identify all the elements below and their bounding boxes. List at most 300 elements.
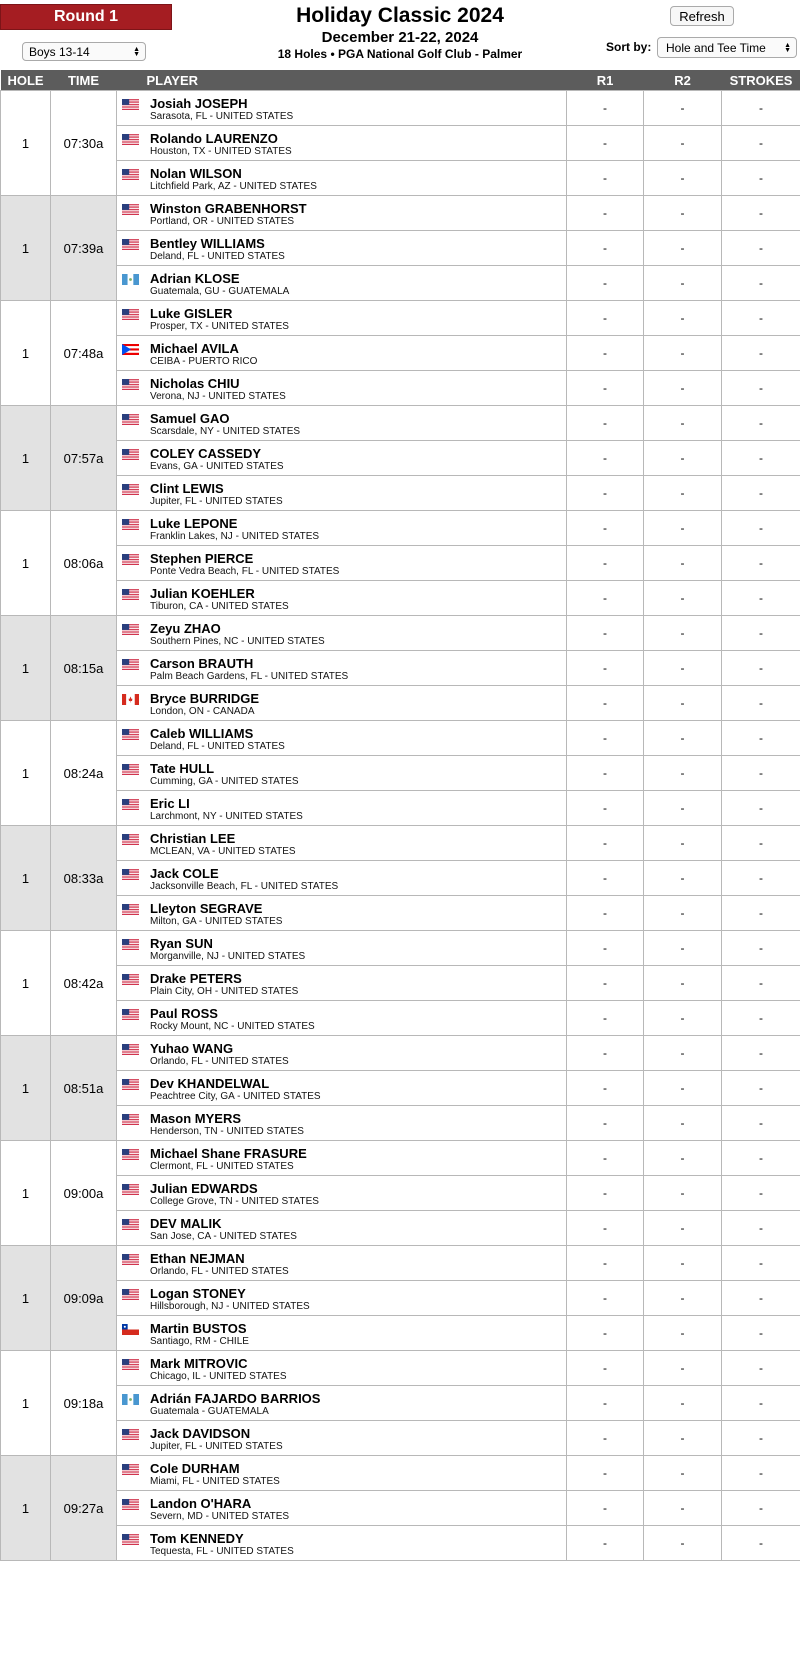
player-name[interactable]: Cole DURHAM [150, 1461, 240, 1476]
column-header-r2[interactable]: R2 [644, 70, 722, 91]
player-cell[interactable] [117, 1141, 567, 1176]
r1-score: - [567, 756, 644, 791]
player-cell[interactable] [117, 1246, 567, 1281]
r2-score: - [644, 196, 722, 231]
strokes-total: - [722, 721, 800, 756]
player-cell[interactable] [117, 616, 567, 651]
strokes-total: - [722, 1001, 800, 1036]
strokes-total: - [722, 266, 800, 301]
r1-score: - [567, 896, 644, 931]
column-header-strokes[interactable]: STROKES [722, 70, 800, 91]
table-row [1, 161, 800, 196]
table-row [1, 1001, 800, 1036]
r2-score: - [644, 1281, 722, 1316]
player-name[interactable]: Jack COLE [150, 866, 219, 881]
r1-score: - [567, 336, 644, 371]
player-name[interactable]: Ryan SUN [150, 936, 213, 951]
player-name[interactable]: Lleyton SEGRAVE [150, 901, 263, 916]
column-header-hole[interactable]: HOLE [1, 70, 51, 91]
sort-select[interactable] [657, 37, 797, 58]
player-cell[interactable] [117, 91, 567, 126]
r2-score: - [644, 791, 722, 826]
player-name[interactable]: Rolando LAURENZO [150, 131, 278, 146]
r1-score: - [567, 1036, 644, 1071]
player-cell[interactable] [117, 1491, 567, 1526]
r1-score: - [567, 1456, 644, 1491]
table-row [1, 266, 800, 301]
player-cell[interactable] [117, 756, 567, 791]
table-row [1, 686, 800, 721]
r1-score: - [567, 931, 644, 966]
player-cell[interactable] [117, 336, 567, 371]
table-row [1, 406, 800, 441]
hole-cell: 1 [1, 1141, 51, 1246]
player-name[interactable]: DEV MALIK [150, 1216, 222, 1231]
division-value: Boys 13-14 [29, 44, 90, 59]
hole-cell: 1 [1, 511, 51, 616]
player-cell[interactable] [117, 1106, 567, 1141]
player-location: Franklin Lakes, NJ - UNITED STATES [150, 531, 320, 542]
us-flag-icon [122, 97, 139, 108]
us-flag-icon [122, 1182, 139, 1193]
strokes-total: - [722, 511, 800, 546]
us-flag-icon [122, 1112, 139, 1123]
player-location: Morganville, NJ - UNITED STATES [150, 951, 306, 962]
player-cell[interactable] [117, 161, 567, 196]
tee-time-cell: 09:09a [51, 1246, 117, 1351]
player-location: Orlando, FL - UNITED STATES [150, 1266, 289, 1277]
hole-cell: 1 [1, 931, 51, 1036]
player-name[interactable]: Ethan NEJMAN [150, 1251, 245, 1266]
r1-score: - [567, 721, 644, 756]
r2-score: - [644, 1071, 722, 1106]
us-flag-icon [122, 167, 139, 178]
player-cell[interactable] [117, 126, 567, 161]
player-cell[interactable] [117, 301, 567, 336]
r2-score: - [644, 371, 722, 406]
player-location: Clermont, FL - UNITED STATES [150, 1161, 294, 1172]
hole-cell: 1 [1, 196, 51, 301]
r1-score: - [567, 546, 644, 581]
strokes-total: - [722, 336, 800, 371]
table-row [1, 231, 800, 266]
us-flag-icon [122, 797, 139, 808]
division-select[interactable] [22, 42, 146, 61]
hole-cell: 1 [1, 616, 51, 721]
table-row [1, 756, 800, 791]
r2-score: - [644, 1036, 722, 1071]
tee-time-cell: 08:15a [51, 616, 117, 721]
player-cell[interactable] [117, 861, 567, 896]
player-name[interactable]: Bentley WILLIAMS [150, 236, 265, 251]
us-flag-icon [122, 1462, 139, 1473]
player-cell[interactable] [117, 406, 567, 441]
r2-score: - [644, 266, 722, 301]
us-flag-icon [122, 412, 139, 423]
table-row [1, 721, 800, 756]
event-course: 18 Holes • PGA National Golf Club - Palmer [277, 47, 523, 61]
player-name[interactable]: Luke LEPONE [150, 516, 238, 531]
r2-score: - [644, 476, 722, 511]
us-flag-icon [122, 867, 139, 878]
player-name[interactable]: Nicholas CHIU [150, 376, 240, 391]
hole-cell: 1 [1, 1036, 51, 1141]
player-location: Orlando, FL - UNITED STATES [150, 1056, 289, 1067]
player-cell[interactable] [117, 826, 567, 861]
r1-score: - [567, 476, 644, 511]
player-cell[interactable] [117, 1456, 567, 1491]
r1-score: - [567, 161, 644, 196]
strokes-total: - [722, 476, 800, 511]
player-name[interactable]: Jack DAVIDSON [150, 1426, 251, 1441]
us-flag-icon [122, 132, 139, 143]
strokes-total: - [722, 756, 800, 791]
strokes-total: - [722, 861, 800, 896]
r2-score: - [644, 1141, 722, 1176]
player-cell[interactable] [117, 371, 567, 406]
r1-score: - [567, 301, 644, 336]
r2-score: - [644, 1351, 722, 1386]
us-flag-icon [122, 972, 139, 983]
player-name[interactable]: Adrián FAJARDO BARRIOS [150, 1391, 321, 1406]
player-location: Plain City, OH - UNITED STATES [150, 986, 299, 997]
r2-score: - [644, 1176, 722, 1211]
us-flag-icon [122, 447, 139, 458]
r1-score: - [567, 1211, 644, 1246]
strokes-total: - [722, 126, 800, 161]
r2-score: - [644, 1421, 722, 1456]
r1-score: - [567, 861, 644, 896]
strokes-total: - [722, 931, 800, 966]
strokes-total: - [722, 1526, 800, 1561]
table-row [1, 1176, 800, 1211]
strokes-total: - [722, 1456, 800, 1491]
player-name[interactable]: Bryce BURRIDGE [150, 691, 260, 706]
player-location: Santiago, RM - CHILE [150, 1336, 249, 1347]
player-location: Prosper, TX - UNITED STATES [150, 321, 289, 332]
us-flag-icon [122, 1287, 139, 1298]
player-name[interactable]: Julian KOEHLER [150, 586, 255, 601]
r2-score: - [644, 756, 722, 791]
player-name[interactable]: COLEY CASSEDY [150, 446, 262, 461]
player-name[interactable]: Logan STONEY [150, 1286, 246, 1301]
r1-score: - [567, 1386, 644, 1421]
table-row [1, 1281, 800, 1316]
table-body [1, 91, 800, 1561]
r2-score: - [644, 231, 722, 266]
tee-time-cell: 08:51a [51, 1036, 117, 1141]
player-name[interactable]: Tom KENNEDY [150, 1531, 244, 1546]
player-name[interactable]: Josiah JOSEPH [150, 96, 248, 111]
player-name[interactable]: Yuhao WANG [150, 1041, 234, 1056]
strokes-total: - [722, 161, 800, 196]
player-location: San Jose, CA - UNITED STATES [150, 1231, 297, 1242]
tee-time-cell: 08:42a [51, 931, 117, 1036]
refresh-button[interactable]: Refresh [670, 6, 734, 26]
player-cell[interactable] [117, 651, 567, 686]
player-cell[interactable] [117, 1001, 567, 1036]
canada-flag-icon [122, 692, 139, 703]
table-row [1, 1386, 800, 1421]
r2-score: - [644, 1386, 722, 1421]
r2-score: - [644, 686, 722, 721]
player-location: Scarsdale, NY - UNITED STATES [150, 426, 301, 437]
player-cell[interactable] [117, 196, 567, 231]
round-button[interactable]: Round 1 [0, 4, 172, 30]
player-name[interactable]: Martin BUSTOS [150, 1321, 247, 1336]
r2-score: - [644, 161, 722, 196]
table-row [1, 126, 800, 161]
r1-score: - [567, 791, 644, 826]
player-name[interactable]: Mason MYERS [150, 1111, 242, 1126]
player-name[interactable]: Tate HULL [150, 761, 215, 776]
player-name[interactable]: Luke GISLER [150, 306, 233, 321]
player-cell[interactable] [117, 1421, 567, 1456]
r2-score: - [644, 931, 722, 966]
player-cell[interactable] [117, 1176, 567, 1211]
player-name[interactable]: Eric LI [150, 796, 190, 811]
player-name[interactable]: Adrian KLOSE [150, 271, 240, 286]
player-name[interactable]: Zeyu ZHAO [150, 621, 221, 636]
player-name[interactable]: Clint LEWIS [150, 481, 224, 496]
r1-score: - [567, 196, 644, 231]
player-cell[interactable] [117, 1211, 567, 1246]
player-cell[interactable] [117, 721, 567, 756]
player-cell[interactable] [117, 441, 567, 476]
hole-cell: 1 [1, 1456, 51, 1561]
r2-score: - [644, 861, 722, 896]
player-location: Verona, NJ - UNITED STATES [150, 391, 286, 402]
us-flag-icon [122, 1252, 139, 1263]
strokes-total: - [722, 616, 800, 651]
us-flag-icon [122, 937, 139, 948]
player-cell[interactable] [117, 1386, 567, 1421]
us-flag-icon [122, 552, 139, 563]
player-cell[interactable] [117, 476, 567, 511]
player-cell[interactable] [117, 966, 567, 1001]
event-title: Holiday Classic 2024 [296, 4, 504, 27]
r1-score: - [567, 1526, 644, 1561]
player-cell[interactable] [117, 581, 567, 616]
us-flag-icon [122, 1217, 139, 1228]
puerto-rico-flag-icon [122, 342, 139, 353]
tee-time-cell: 08:06a [51, 511, 117, 616]
player-cell[interactable] [117, 1316, 567, 1351]
strokes-total: - [722, 966, 800, 1001]
player-location: Peachtree City, GA - UNITED STATES [150, 1091, 321, 1102]
us-flag-icon [122, 727, 139, 738]
player-cell[interactable] [117, 686, 567, 721]
r2-score: - [644, 1316, 722, 1351]
chevron-up-down-icon: ▲ ▼ [133, 45, 140, 58]
r1-score: - [567, 1141, 644, 1176]
player-cell[interactable] [117, 1281, 567, 1316]
r1-score: - [567, 1176, 644, 1211]
table-row [1, 791, 800, 826]
player-name[interactable]: Caleb WILLIAMS [150, 726, 254, 741]
player-cell[interactable] [117, 896, 567, 931]
player-cell[interactable] [117, 931, 567, 966]
player-name[interactable]: Michael AVILA [150, 341, 239, 356]
r1-score: - [567, 1281, 644, 1316]
us-flag-icon [122, 1007, 139, 1018]
player-name[interactable]: Winston GRABENHORST [150, 201, 307, 216]
r1-score: - [567, 1316, 644, 1351]
r2-score: - [644, 301, 722, 336]
player-location: Jupiter, FL - UNITED STATES [150, 1441, 283, 1452]
table-row [1, 616, 800, 651]
player-name[interactable]: Stephen PIERCE [150, 551, 254, 566]
strokes-total: - [722, 1351, 800, 1386]
column-header-time[interactable]: TIME [51, 70, 117, 91]
us-flag-icon [122, 1532, 139, 1543]
r1-score: - [567, 826, 644, 861]
r2-score: - [644, 546, 722, 581]
hole-cell: 1 [1, 721, 51, 826]
strokes-total: - [722, 441, 800, 476]
strokes-total: - [722, 196, 800, 231]
player-name[interactable]: Christian LEE [150, 831, 236, 846]
player-cell[interactable] [117, 1526, 567, 1561]
r2-score: - [644, 126, 722, 161]
player-name[interactable]: Samuel GAO [150, 411, 230, 426]
table-row [1, 1526, 800, 1561]
strokes-total: - [722, 1386, 800, 1421]
player-location: Jupiter, FL - UNITED STATES [150, 496, 283, 507]
r2-score: - [644, 406, 722, 441]
table-row [1, 1421, 800, 1456]
r2-score: - [644, 651, 722, 686]
player-name[interactable]: Landon O'HARA [150, 1496, 252, 1511]
us-flag-icon [122, 377, 139, 388]
r2-score: - [644, 896, 722, 931]
player-cell[interactable] [117, 1036, 567, 1071]
r1-score: - [567, 371, 644, 406]
hole-cell: 1 [1, 1246, 51, 1351]
player-cell[interactable] [117, 546, 567, 581]
table-row [1, 511, 800, 546]
table-row [1, 441, 800, 476]
player-location: Henderson, TN - UNITED STATES [150, 1126, 304, 1137]
table-row [1, 581, 800, 616]
strokes-total: - [722, 1141, 800, 1176]
strokes-total: - [722, 1106, 800, 1141]
player-cell[interactable] [117, 1351, 567, 1386]
r1-score: - [567, 1491, 644, 1526]
table-row [1, 966, 800, 1001]
player-location: Houston, TX - UNITED STATES [150, 146, 292, 157]
player-cell[interactable] [117, 791, 567, 826]
tee-time-cell: 09:00a [51, 1141, 117, 1246]
player-location: Cumming, GA - UNITED STATES [150, 776, 299, 787]
player-name[interactable]: Carson BRAUTH [150, 656, 254, 671]
table-row [1, 651, 800, 686]
us-flag-icon [122, 307, 139, 318]
r2-score: - [644, 616, 722, 651]
us-flag-icon [122, 237, 139, 248]
strokes-total: - [722, 1316, 800, 1351]
tee-time-cell: 07:57a [51, 406, 117, 511]
us-flag-icon [122, 1042, 139, 1053]
player-location: Portland, OR - UNITED STATES [150, 216, 295, 227]
r1-score: - [567, 966, 644, 1001]
tee-time-cell: 08:24a [51, 721, 117, 826]
r1-score: - [567, 1351, 644, 1386]
player-cell[interactable] [117, 511, 567, 546]
event-info [200, 0, 600, 61]
strokes-total: - [722, 231, 800, 266]
player-name[interactable]: Julian EDWARDS [150, 1181, 258, 1196]
table-row [1, 336, 800, 371]
player-name[interactable]: Michael Shane FRASURE [150, 1146, 307, 1161]
player-location: Chicago, IL - UNITED STATES [150, 1371, 287, 1382]
player-name[interactable]: Nolan WILSON [150, 166, 242, 181]
tee-time-cell: 07:39a [51, 196, 117, 301]
r1-score: - [567, 1246, 644, 1281]
guatemala-flag-icon [122, 1392, 139, 1403]
column-header-r1[interactable]: R1 [567, 70, 644, 91]
r1-score: - [567, 126, 644, 161]
chevron-up-down-icon: ▲ ▼ [784, 41, 791, 54]
sort-value: Hole and Tee Time [666, 40, 766, 55]
player-cell[interactable] [117, 1071, 567, 1106]
table-row [1, 861, 800, 896]
tee-times-table [0, 70, 800, 1561]
player-name[interactable]: Dev KHANDELWAL [150, 1076, 270, 1091]
strokes-total: - [722, 1036, 800, 1071]
table-row [1, 196, 800, 231]
strokes-total: - [722, 371, 800, 406]
player-name[interactable]: Paul ROSS [150, 1006, 218, 1021]
player-location: Rocky Mount, NC - UNITED STATES [150, 1021, 315, 1032]
player-location: MCLEAN, VA - UNITED STATES [150, 846, 296, 857]
table-row [1, 1456, 800, 1491]
column-header-player[interactable]: PLAYER [117, 70, 567, 91]
tee-time-cell: 09:27a [51, 1456, 117, 1561]
r2-score: - [644, 511, 722, 546]
table-header-row [1, 70, 800, 91]
player-location: Milton, GA - UNITED STATES [150, 916, 283, 927]
r1-score: - [567, 1421, 644, 1456]
player-location: Litchfield Park, AZ - UNITED STATES [150, 181, 317, 192]
player-cell[interactable] [117, 266, 567, 301]
strokes-total: - [722, 1246, 800, 1281]
us-flag-icon [122, 517, 139, 528]
strokes-total: - [722, 1421, 800, 1456]
player-name[interactable]: Drake PETERS [150, 971, 242, 986]
player-location: Tequesta, FL - UNITED STATES [150, 1546, 294, 1557]
table-row [1, 1491, 800, 1526]
tee-time-cell: 07:48a [51, 301, 117, 406]
player-location: CEIBA - PUERTO RICO [150, 356, 258, 367]
player-cell[interactable] [117, 231, 567, 266]
player-location: Miami, FL - UNITED STATES [150, 1476, 280, 1487]
r2-score: - [644, 721, 722, 756]
tee-time-cell: 08:33a [51, 826, 117, 931]
sort-by-label: Sort by: [606, 40, 652, 54]
strokes-total: - [722, 791, 800, 826]
hole-cell: 1 [1, 91, 51, 196]
player-location: Hillsborough, NJ - UNITED STATES [150, 1301, 310, 1312]
strokes-total: - [722, 1176, 800, 1211]
table-row [1, 476, 800, 511]
strokes-total: - [722, 826, 800, 861]
hole-cell: 1 [1, 301, 51, 406]
table-row [1, 1141, 800, 1176]
player-name[interactable]: Mark MITROVIC [150, 1356, 248, 1371]
us-flag-icon [122, 832, 139, 843]
r1-score: - [567, 266, 644, 301]
